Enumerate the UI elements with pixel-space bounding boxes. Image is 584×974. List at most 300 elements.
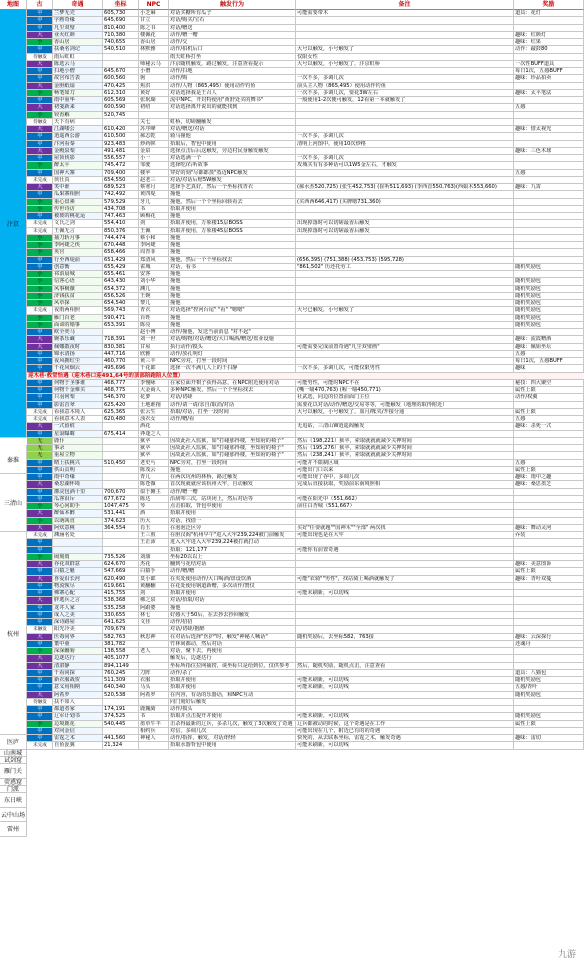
cell-g: 小 <box>27 503 53 510</box>
cell-act: 拾取并使用 <box>169 510 296 517</box>
cell-npc: 书 <box>139 206 169 213</box>
cell-npc: 李阿婕 <box>139 242 169 249</box>
cell-act: 对话选满一个 <box>169 155 296 162</box>
cell-name: 灌浣包酒十里 <box>53 489 103 496</box>
cell-coord: 374,525 <box>103 713 139 720</box>
cell-g: 小 <box>27 271 53 278</box>
cell-note: "861,502" 历还托劳工 <box>296 264 514 271</box>
cell-g: 大 <box>27 83 53 90</box>
cell-reward: 趣味：杀死一式 <box>514 423 584 430</box>
cell-name: 意义用相期 <box>53 684 103 691</box>
cell-note: 一次不多，多调几次 <box>296 75 514 82</box>
cell-note: 清明上河图中，使用10次炒格 <box>296 141 514 148</box>
cell-g: 小 <box>27 162 53 169</box>
cell-name: 风事极薇 <box>53 286 103 293</box>
cell-g: 大 <box>27 32 53 39</box>
cell-g: 中 <box>27 75 53 82</box>
cell-act: 选择一次不满几人上的干扫静 <box>169 365 296 372</box>
cell-note: 可能需要完成前置奇遇"凡尘双璧画" <box>296 344 514 351</box>
cell-g: 大 <box>27 634 53 641</box>
region-label: 医庐 <box>0 735 27 750</box>
cell-npc: 陈达 <box>139 496 169 503</box>
cell-act: 拾取并使用，万象楼15层BOSS <box>169 220 296 227</box>
cell-npc: 狱卒 <box>139 438 169 445</box>
region-label: 三清山 <box>0 474 27 532</box>
cell-coord: 654,550 <box>103 177 139 184</box>
cell-act: 动作/赠一赠 <box>169 489 296 496</box>
cell-coord: 735,526 <box>103 554 139 561</box>
cell-note <box>296 112 514 119</box>
cell-npc: 周青菲 <box>139 249 169 256</box>
cell-g: 大 <box>27 576 53 583</box>
cell-name: 物流恢尽 <box>53 583 103 590</box>
cell-coord: 740,655 <box>103 39 139 46</box>
cell-note <box>296 655 514 662</box>
cell-npc: 马头 <box>139 684 169 691</box>
cell-g: 大 <box>27 423 53 430</box>
cell-g: 小 <box>27 315 53 322</box>
cell-act: 拾取并使用 <box>169 590 296 597</box>
cell-act: 撞他，然后一个个坐标回转看去 <box>169 199 296 206</box>
cell-npc: 文佳 <box>139 619 169 626</box>
cell-g: 中 <box>27 590 53 597</box>
cell-name: 雨中重华 <box>53 97 103 104</box>
cell-npc: 楼佩花 <box>139 32 169 39</box>
cell-reward: 随机奖励包 <box>514 713 584 720</box>
cell-reward: 随机奖励包 <box>514 278 584 285</box>
cell-name: 被彼的桃花运 <box>53 213 103 220</box>
cell-reward <box>514 554 584 561</box>
cell-coord: 643,430 <box>103 278 139 285</box>
cell-act: 撞他 <box>169 249 296 256</box>
cell-note <box>296 539 514 546</box>
cell-act: 首次现就就应该杭州大牢，自动触发 <box>169 481 296 488</box>
cell-g: 中 <box>27 97 53 104</box>
cell-reward: 五感 <box>514 170 584 177</box>
cell-npc: 阿跟婆 <box>139 605 169 612</box>
cell-note <box>296 699 514 706</box>
cell-npc: 赵小傅 <box>139 329 169 336</box>
cell-npc: 甘立 <box>139 17 169 24</box>
cell-note <box>296 336 514 343</box>
cell-note: 然后（198,221）狱卒，索取就就就减少关押时间 <box>296 438 514 445</box>
cell-note: 可能需要带木 <box>296 10 514 17</box>
cell-coord <box>103 728 139 735</box>
cell-act: 因故此社入监狱，如"打碰那得楼，坐知府的椅子" <box>169 452 296 459</box>
cell-name: 扶桑名剑记 <box>53 46 103 53</box>
cell-reward <box>514 249 584 256</box>
cell-name: 铰香解 <box>53 112 103 119</box>
cell-g: 中 <box>27 728 53 735</box>
cell-act: 好感大于50后，在去抄去抄回触发 <box>169 612 296 619</box>
cell-reward <box>514 329 584 336</box>
cell-npc: 王三煎 <box>139 532 169 539</box>
cell-g: 中 <box>27 713 53 720</box>
cell-name: 祁滔晨城 <box>53 271 103 278</box>
cell-name: 扫地小僧 <box>53 68 103 75</box>
cell-g: 小 <box>27 112 53 119</box>
cell-reward: 趣味：美意图诉 <box>514 561 584 568</box>
cell-coord: 923,483 <box>103 141 139 148</box>
cell-npc: 黄好 <box>139 90 169 97</box>
cell-note <box>296 518 514 525</box>
cell-name: 以萌凶直 <box>53 518 103 525</box>
cell-reward <box>514 612 584 619</box>
cell-note <box>296 583 514 590</box>
cell-act: 对话，聚下去，再使用 <box>169 648 296 655</box>
region-label: 汴京 <box>0 10 27 438</box>
cell-coord: 610,500 <box>103 133 139 140</box>
cell-name: 创意衡 <box>53 264 103 271</box>
cell-coord <box>103 532 139 539</box>
cell-npc <box>139 641 169 648</box>
cell-reward: 趣味：桑思墨芝 <box>514 481 584 488</box>
cell-npc: 王佩 <box>139 228 169 235</box>
cell-coord: 612,310 <box>103 90 139 97</box>
cell-reward <box>514 206 584 213</box>
cell-npc: 琴 <box>139 503 169 510</box>
cell-coord: 658,466 <box>103 249 139 256</box>
cell-reward: 五感 <box>514 351 584 358</box>
cell-reward <box>514 728 584 735</box>
cell-npc: 林七 <box>139 612 169 619</box>
cell-note <box>296 612 514 619</box>
cell-reward <box>514 155 584 162</box>
cell-g: 小 <box>27 278 53 285</box>
cell-g: 中 <box>27 264 53 271</box>
cell-coord: 747,463 <box>103 213 139 220</box>
cell-note <box>296 148 514 155</box>
cell-npc <box>139 663 169 670</box>
cell-note <box>296 358 514 365</box>
cell-name: 渊涵名处 <box>53 532 103 539</box>
cell-name: 阿炊意桃 <box>53 525 103 532</box>
cell-g: 大 <box>27 597 53 604</box>
cell-reward <box>514 431 584 438</box>
cell-npc: 王正沛 <box>139 539 169 546</box>
cell-g: 小 <box>27 286 53 293</box>
cell-name: 新衣服战贺 <box>53 677 103 684</box>
cell-reward <box>514 97 584 104</box>
cell-note <box>296 271 514 278</box>
cell-act: 拾取并使用 <box>169 677 296 684</box>
cell-reward <box>514 597 584 604</box>
cell-npc: 刘一世 <box>139 336 169 343</box>
cell-coord: 745,472 <box>103 162 139 169</box>
cell-note <box>296 619 514 626</box>
cell-note <box>296 641 514 648</box>
cell-note <box>296 510 514 517</box>
cell-npc: 书 <box>139 713 169 720</box>
cell-npc: 杰花 <box>139 561 169 568</box>
cell-note: 攻城买有有多种话可以1W5金左右，才触发 <box>296 162 514 169</box>
cell-npc: 狱卒 <box>139 452 169 459</box>
cell-name: 信客心语 <box>53 278 103 285</box>
cell-npc: 阿希罗 <box>139 692 169 699</box>
cell-act: 对话，看书 <box>169 264 296 271</box>
cell-reward <box>514 518 584 525</box>
cell-act: 撞他 <box>169 300 296 307</box>
cell-coord <box>103 467 139 474</box>
cell-coord: 605,569 <box>103 97 139 104</box>
cell-note: 前往白杏城（551,667） <box>296 503 514 510</box>
cell-name: 雁门百老 <box>53 315 103 322</box>
cell-act: 对话/切磋/抱醉 <box>169 626 296 633</box>
cell-npc: 秋思神 <box>139 634 169 641</box>
cell-npc: 衣服 <box>139 677 169 684</box>
cell-act: 在两次坑州的林桥，路过触发 <box>169 474 296 481</box>
cell-reward <box>514 510 584 517</box>
cell-act: 进入大牢进入大牢239,224被打就打动 <box>169 539 296 546</box>
cell-name: 星浪曝晦 <box>53 431 103 438</box>
cell-name: 行至西堤前 <box>53 257 103 264</box>
cell-reward <box>514 619 584 626</box>
cell-note: 前头主人物（865,495）使用动作钓鱼 <box>296 83 514 90</box>
cell-npc: 千花郎 <box>139 365 169 372</box>
cell-g: 大 <box>27 561 53 568</box>
cell-name: 千看同探 <box>53 670 103 677</box>
cell-npc <box>139 547 169 554</box>
cell-npc: 相约兵 <box>139 728 169 735</box>
cell-note <box>296 177 514 184</box>
cell-reward <box>514 235 584 242</box>
cell-name: 深深幽菊 <box>53 648 103 655</box>
cell-coord: 491,481 <box>103 148 139 155</box>
cell-npc: 花萝 <box>139 394 169 401</box>
cell-act <box>169 112 296 119</box>
cell-g: 中 <box>27 677 53 684</box>
cell-g: 中 <box>27 10 53 17</box>
cell-coord: 510,450 <box>103 460 139 467</box>
cell-g: 待触发 <box>27 54 53 61</box>
cell-name: 屋顶侠影 <box>53 155 103 162</box>
cell-act: 穿好的刻"尽都都蒸"蒸迈NPC触发 <box>169 170 296 177</box>
cell-name: 对问金信 <box>53 728 103 735</box>
cell-note: 一次不多，多调几次 <box>296 133 514 140</box>
cell-coord: 641,625 <box>103 619 139 626</box>
cell-note: 可能出门口以来 <box>296 467 514 474</box>
cell-g: 中 <box>27 583 53 590</box>
cell-note: 仅限女性 <box>296 54 514 61</box>
cell-npc: 百姓 <box>139 315 169 322</box>
cell-npc: 剑 <box>139 590 169 597</box>
cell-reward <box>514 452 584 459</box>
cell-reward <box>514 438 584 445</box>
header-reward: 奖励 <box>514 0 584 10</box>
cell-g: 中 <box>27 496 53 503</box>
cell-reward <box>514 242 584 249</box>
cell-note <box>296 597 514 604</box>
cell-name: 天下有病 <box>53 119 103 126</box>
cell-coord: 830,381 <box>103 344 139 351</box>
cell-name: 影雷首翠 <box>53 402 103 409</box>
cell-name: 雨后虹虹 <box>53 54 103 61</box>
cell-reward: 趣味：惜太视光 <box>514 126 584 133</box>
cell-g: 中 <box>27 387 53 394</box>
cell-reward: 还魂丹 <box>514 641 584 648</box>
cell-name: 欧全奕马 <box>53 329 103 336</box>
cell-act: 击杀得最新的辽兵，多杀几次，触发了3次触发了奇遇 <box>169 721 296 728</box>
cell-name: 阳光冷美 <box>53 626 103 633</box>
cell-coord <box>103 329 139 336</box>
cell-g: 中 <box>27 670 53 677</box>
cell-reward: 随机奖励包 <box>514 264 584 271</box>
cell-name: 醉仙本醉 <box>53 510 103 517</box>
cell-g: 大 <box>27 655 53 662</box>
cell-npc: 剑 <box>139 220 169 227</box>
cell-coord: 655,429 <box>103 264 139 271</box>
cell-reward <box>514 489 584 496</box>
cell-note: 一次不多，多调几次，可能仅限男性 <box>296 365 514 372</box>
cell-act: 动作/请一请/亲自/取消/对话 <box>169 402 296 409</box>
cell-reward: 五感 <box>514 104 584 111</box>
cell-npc: 关七 <box>139 119 169 126</box>
cell-g: 中 <box>27 568 53 575</box>
cell-coord: 468,775 <box>103 387 139 394</box>
cell-reward <box>514 605 584 612</box>
cell-g: 小 <box>27 206 53 213</box>
cell-coord: 600,590 <box>103 104 139 111</box>
cell-npc: 邹驶 <box>139 162 169 169</box>
cell-npc: 青儿 <box>139 474 169 481</box>
cell-reward <box>514 119 584 126</box>
cell-g: 小 <box>27 300 53 307</box>
cell-coord: 651,429 <box>103 257 139 264</box>
cell-name: 佩娜散夜时 <box>53 344 103 351</box>
cell-act: 选择点击后后这触发，旁边村民身触发触发 <box>169 148 296 155</box>
cell-reward: 随机奖励包 <box>514 315 584 322</box>
cell-name: 鹿仆 <box>53 438 103 445</box>
cell-name: 扶不如人 <box>53 699 103 706</box>
cell-g: 未完成 <box>27 532 53 539</box>
cell-g: 中 <box>27 684 53 691</box>
cell-note <box>296 191 514 198</box>
cell-reward: 趣味：雨中之趣 <box>514 474 584 481</box>
cell-npc: 白猿手 <box>139 568 169 575</box>
cell-npc: 神秘人 <box>139 735 169 742</box>
cell-note <box>296 329 514 336</box>
cell-npc: 焦洪 <box>139 83 169 90</box>
cell-reward <box>514 17 584 24</box>
cell-npc: 王婉 <box>139 293 169 300</box>
cell-act: 拾取并点击提开并使用 <box>169 713 296 720</box>
cell-npc: 安客 <box>139 271 169 278</box>
cell-note: 然后（238,241）狱卒，索取就就就减少关押时间 <box>296 452 514 459</box>
cell-npc: 李慢咏 <box>139 380 169 387</box>
cell-coord <box>103 438 139 445</box>
cell-name: 业火红颜 <box>53 32 103 39</box>
region-label: 秦淮 <box>0 445 27 474</box>
cell-name: 琴心问助手 <box>53 503 103 510</box>
cell-g: 中 <box>27 706 53 713</box>
cell-note: 可能出现也是在大牢 <box>296 532 514 539</box>
cell-note: 大号以触发，小号触发了 <box>296 46 514 53</box>
cell-npc: 苏序峰 <box>139 126 169 133</box>
cell-note: 一次不多，多调几次，要花3W左右 <box>296 90 514 97</box>
cell-name: 故宫布告表 <box>53 75 103 82</box>
cell-name: 济钱扶贫 <box>53 293 103 300</box>
cell-npc: 黄四堤 <box>139 191 169 198</box>
cell-coord: 556,557 <box>103 155 139 162</box>
cell-npc <box>139 54 169 61</box>
cell-g: 大 <box>27 481 53 488</box>
cell-reward: 五感 <box>514 460 584 467</box>
cell-reward <box>514 177 584 184</box>
cell-act: 对话/赠送 <box>169 25 296 32</box>
cell-note <box>296 315 514 322</box>
cell-act: 对话/购物/对话/赠送/大口喝酒/赠送/盘业设施 <box>169 336 296 343</box>
cell-g: 小 <box>27 648 53 655</box>
header-npc: NPC <box>139 0 169 10</box>
cell-note <box>296 286 514 293</box>
cell-g: 无 <box>27 438 53 445</box>
cell-coord: 718,391 <box>103 336 139 343</box>
cell-name: 何物千金难买 <box>53 387 103 394</box>
cell-name: 闹刻雨 <box>53 554 103 561</box>
cell-npc: 佛之泉 <box>139 597 169 604</box>
cell-reward: 属性上限 <box>514 467 584 474</box>
cell-coord: 677,672 <box>103 496 139 503</box>
cell-note: (买西西646,417) (买牌嗯731,360) <box>296 199 514 206</box>
cell-act: 撞他 <box>169 213 296 220</box>
cell-act: 动作/摸头 <box>169 706 296 713</box>
cell-note <box>296 554 514 561</box>
cell-npc: 张云生 <box>139 409 169 416</box>
cell-name: 金殿泉梨 <box>53 148 103 155</box>
cell-note <box>296 568 514 575</box>
cell-note <box>296 670 514 677</box>
cell-coord: 625,365 <box>103 409 139 416</box>
cell-g: 小 <box>27 90 53 97</box>
region-label: 门派 <box>0 786 27 793</box>
cell-g: 未触发 <box>27 626 53 633</box>
cell-npc: 老史丐 <box>139 460 169 467</box>
cell-name: 夜风拥红尘 <box>53 358 103 365</box>
cell-g: 大 <box>27 184 53 191</box>
cell-reward <box>514 220 584 227</box>
cell-name: 抽刀斩月事 <box>53 235 103 242</box>
cell-reward: 每日1次，五感BUFF <box>514 358 584 365</box>
cell-reward: 趣味：九霄 <box>514 184 584 191</box>
cell-name: 辽军计划书 <box>53 713 103 720</box>
cell-coord: 709,679 <box>103 626 139 633</box>
cell-act: 对信，多调几次 <box>169 728 296 735</box>
cell-reward <box>514 213 584 220</box>
cell-g: 无 <box>27 452 53 459</box>
cell-name: 谷花双群意 <box>53 561 103 568</box>
cell-npc: 陈苍薇 <box>139 481 169 488</box>
cell-coord: 364,554 <box>103 525 139 532</box>
cell-note <box>296 300 514 307</box>
cell-reward: 趣味：三色木球 <box>514 148 584 155</box>
cell-name: 字画奇缘 <box>53 17 103 24</box>
cell-npc: 小芝麻 <box>139 10 169 17</box>
cell-act: 因故此社入监狱，如"打碰那得楼，坐知府的椅子" <box>169 445 296 452</box>
cell-g: 大 <box>27 148 53 155</box>
cell-name: 清湛静 <box>53 663 103 670</box>
cell-npc: 金泉 <box>139 148 169 155</box>
region-label: 云中山场 <box>0 808 27 823</box>
cell-coord: 709,400 <box>103 170 139 177</box>
cell-act: 拾取并使用 <box>169 684 296 691</box>
cell-name: 供山贡明 <box>53 467 103 474</box>
cell-note: 可能你有前置奇遇 <box>296 547 514 554</box>
cell-g: 中 <box>27 329 53 336</box>
cell-g: 中 <box>27 213 53 220</box>
cell-act: 在夹处使用动作/大口喝酒/盘设饮酒 <box>169 576 296 583</box>
cell-coord: 656,526 <box>103 293 139 300</box>
cell-reward: 随机奖励包 <box>514 677 584 684</box>
